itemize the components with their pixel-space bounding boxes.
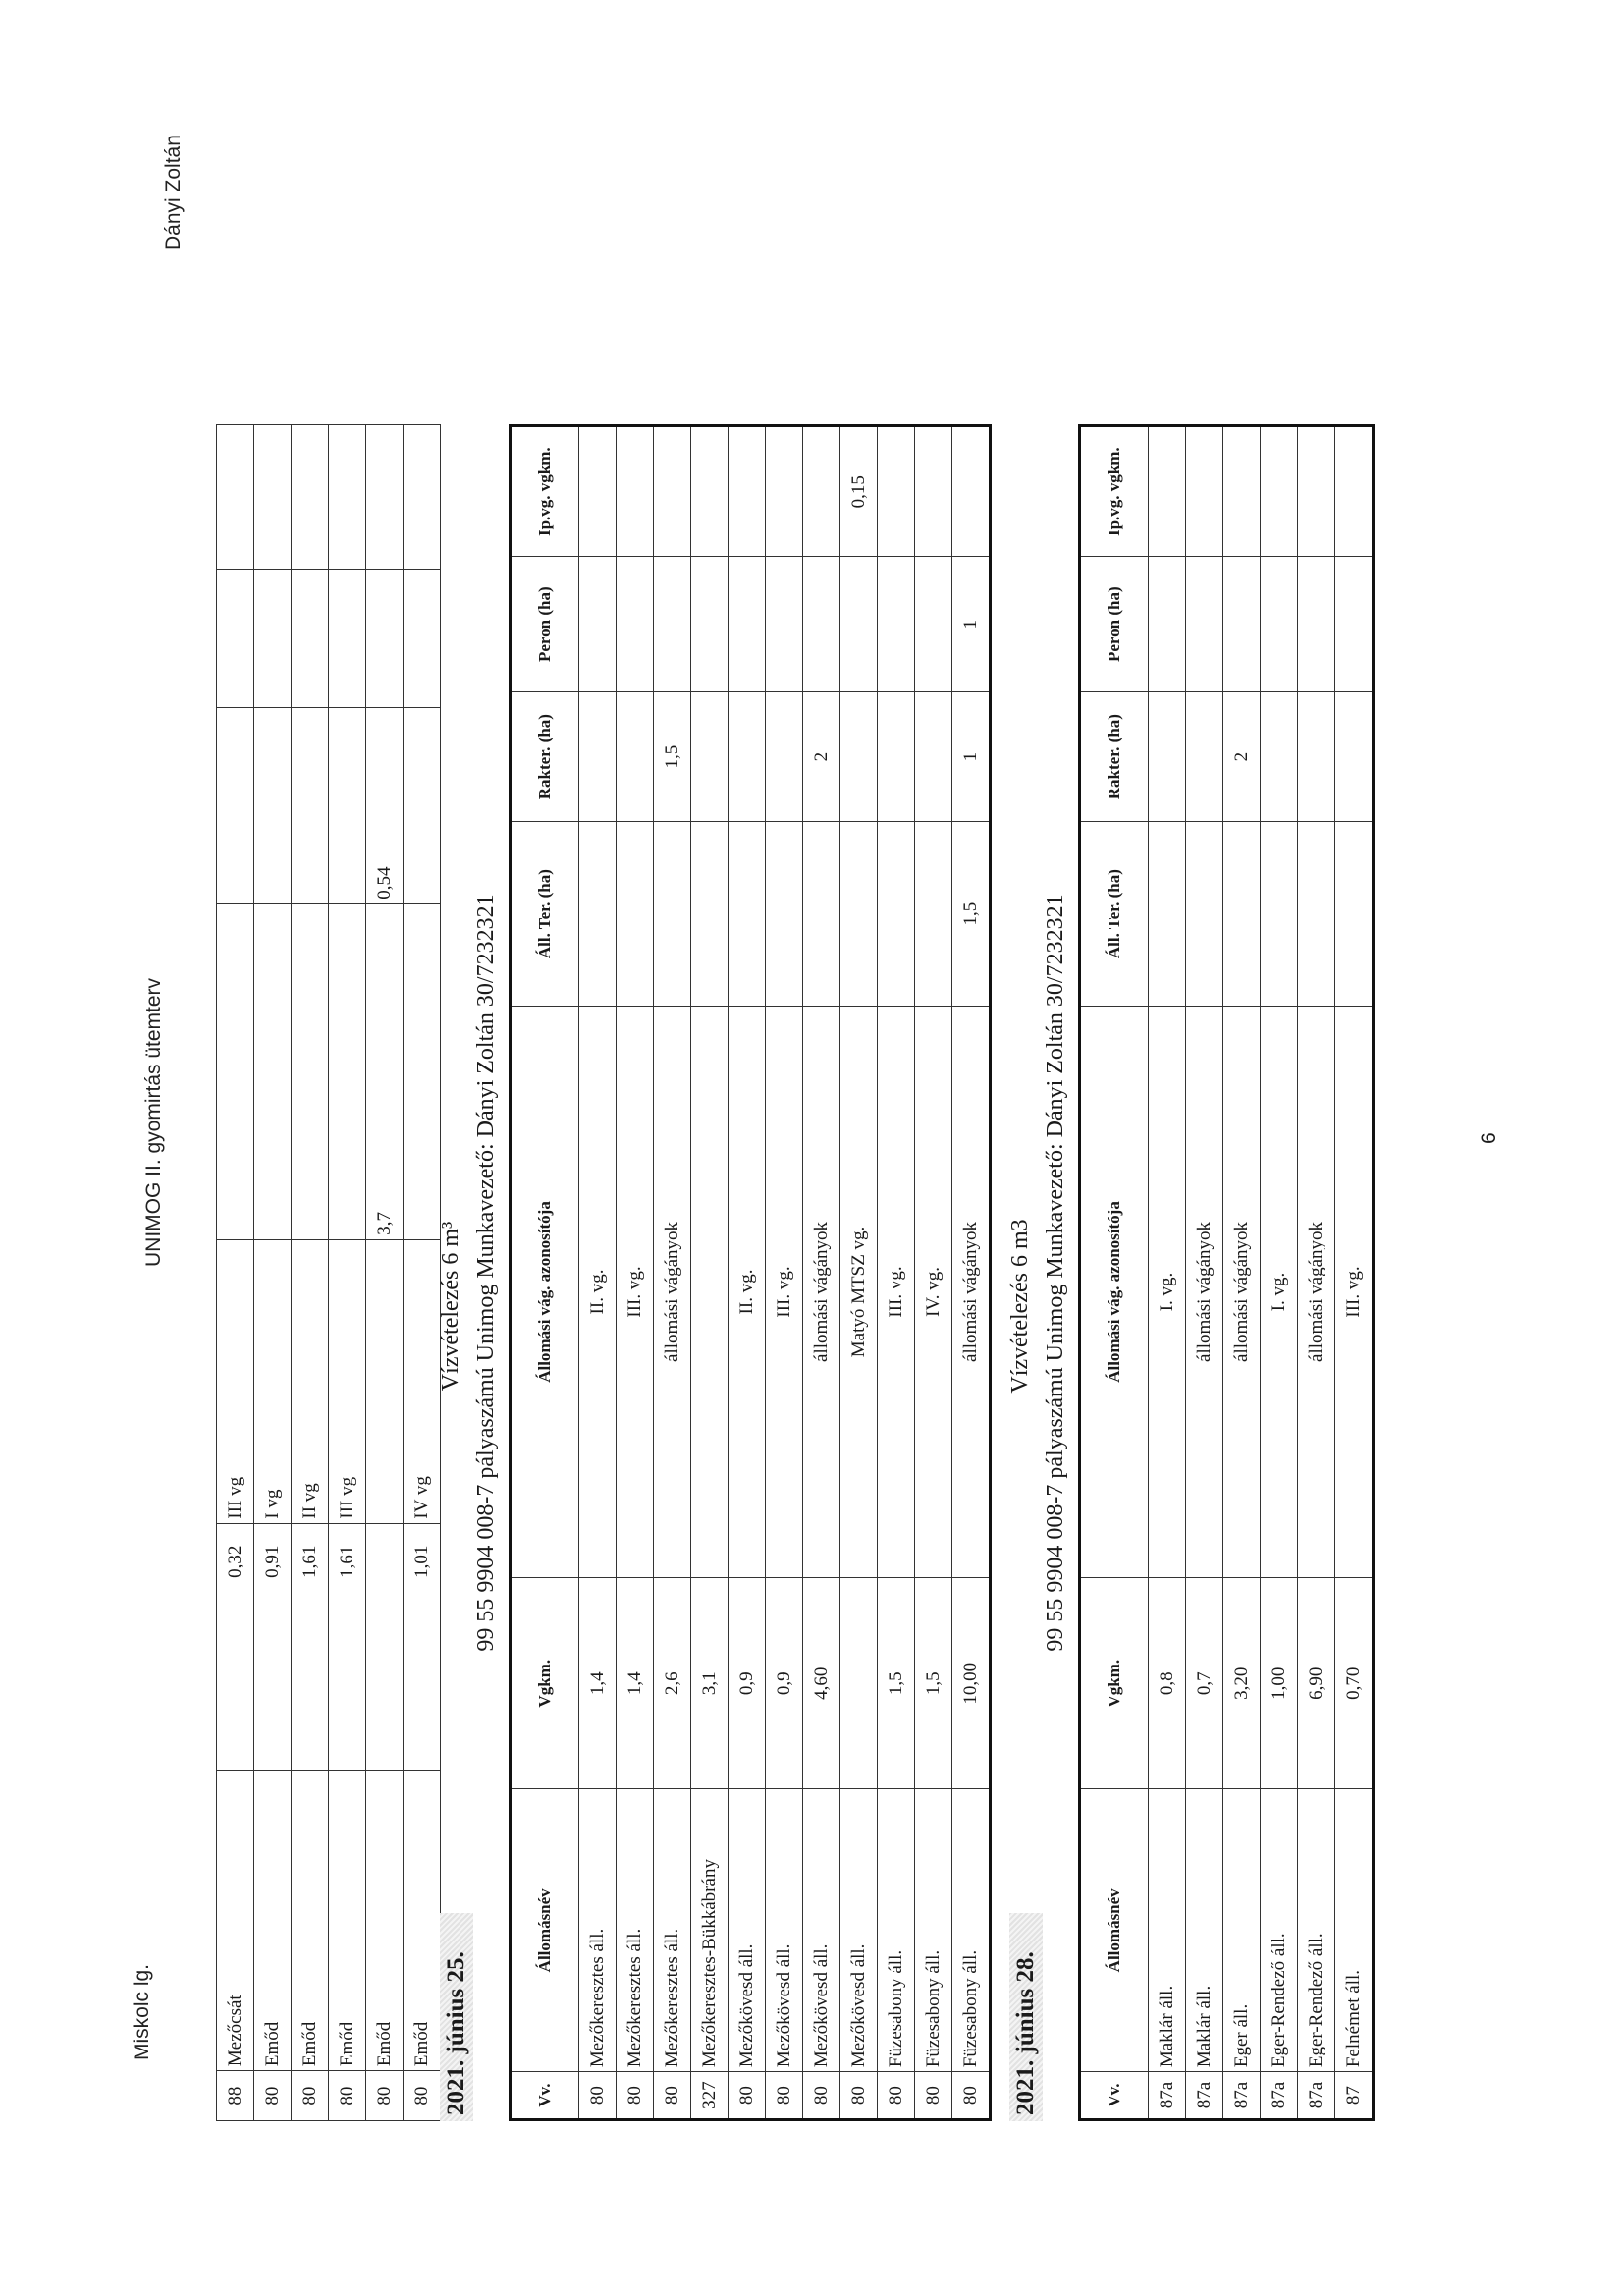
cell-ipvg <box>1298 426 1335 557</box>
cell-vgkm: 3,20 <box>1223 1577 1261 1788</box>
section2-title: 99 55 9904 008-7 pályaszámú Unimog Munkavezető: Dányi Zoltán 30/7232321 <box>1043 894 1068 1652</box>
col-all-ter: Áll. Ter. (ha) <box>1080 822 1149 1007</box>
cell-vgkm: 0,7 <box>1186 1577 1223 1788</box>
cell-rakter <box>404 707 441 903</box>
header-left: Miskolc lg. <box>131 1963 153 2060</box>
table-row <box>691 426 729 2120</box>
cell-all-ter <box>1223 822 1261 1007</box>
cell-vv: 80 <box>617 2072 654 2120</box>
cell-peron <box>1186 557 1223 692</box>
cell-track: I. vg. <box>1149 1006 1186 1577</box>
cell-rakter <box>729 692 766 822</box>
table-row <box>292 425 329 2121</box>
table-row <box>329 425 366 2121</box>
cell-station: Mezőkeresztes áll. <box>579 1789 617 2072</box>
cell-station: Emőd <box>254 1770 292 2071</box>
cell-all-ter <box>840 822 878 1007</box>
cell-ipvg <box>878 426 915 557</box>
cell-vgkm: 1,4 <box>617 1577 654 1788</box>
cell-ipvg <box>691 426 729 557</box>
table-row <box>1261 426 1298 2120</box>
cell-ipvg <box>404 425 441 570</box>
cell-ipvg <box>1186 426 1223 557</box>
cell-all-ter <box>1298 822 1335 1007</box>
col-vgkm: Vgkm. <box>1080 1577 1149 1788</box>
col-peron: Peron (ha) <box>1080 557 1149 692</box>
cell-all-ter: 3,7 <box>366 903 404 1239</box>
cell-all-ter <box>878 822 915 1007</box>
section2-date: 2021. június 28. <box>1009 1913 1043 2121</box>
cell-vv: 80 <box>803 2072 840 2120</box>
cell-station: Mezőcsát <box>217 1770 254 2071</box>
cell-vv: 80 <box>254 2071 292 2121</box>
cell-station: Füzesabony áll. <box>878 1789 915 2072</box>
cell-all-ter <box>579 822 617 1007</box>
cell-vgkm: 0,91 <box>254 1523 292 1770</box>
table-row <box>404 425 441 2121</box>
cell-rakter <box>1298 692 1335 822</box>
header-right: Dányi Zoltán <box>162 135 185 250</box>
section1-water: Vízvételezés 6 m³ <box>438 1221 463 1392</box>
cell-peron <box>579 557 617 692</box>
table-row <box>915 426 952 2120</box>
cell-track: III. vg. <box>766 1006 803 1577</box>
cell-vgkm: 1,4 <box>579 1577 617 1788</box>
table-row <box>803 426 840 2120</box>
table-row <box>1186 426 1223 2120</box>
section2-header-row <box>1080 426 1149 2120</box>
cell-all-ter <box>617 822 654 1007</box>
cell-vgkm: 6,90 <box>1298 1577 1335 1788</box>
cell-ipvg <box>729 426 766 557</box>
section1-header-row <box>511 426 579 2120</box>
cell-track: III. vg. <box>617 1006 654 1577</box>
cell-peron <box>292 569 329 707</box>
cell-vv: 80 <box>329 2071 366 2121</box>
cell-rakter <box>1149 692 1186 822</box>
cell-peron <box>691 557 729 692</box>
cell-track: állomási vágányok <box>1223 1006 1261 1577</box>
cell-vgkm: 1,00 <box>1261 1577 1298 1788</box>
col-vv: Vv. <box>511 2072 579 2120</box>
cell-vgkm: 3,1 <box>691 1577 729 1788</box>
table-row <box>729 426 766 2120</box>
cell-track: II vg <box>292 1239 329 1523</box>
cell-vgkm: 1,5 <box>915 1577 952 1788</box>
cell-track: állomási vágányok <box>1298 1006 1335 1577</box>
cell-peron <box>366 569 404 707</box>
cell-peron <box>840 557 878 692</box>
table-row <box>1335 426 1374 2120</box>
cell-vv: 87a <box>1149 2072 1186 2120</box>
cell-vgkm: 0,9 <box>766 1577 803 1788</box>
table-row <box>878 426 915 2120</box>
cell-ipvg <box>617 426 654 557</box>
cell-track: II. vg. <box>579 1006 617 1577</box>
cell-peron <box>217 569 254 707</box>
col-station: Állomásnév <box>1080 1789 1149 2072</box>
col-vgkm: Vgkm. <box>511 1577 579 1788</box>
table-row <box>654 426 691 2120</box>
cell-station: Emőd <box>329 1770 366 2071</box>
cell-rakter: 1 <box>952 692 991 822</box>
cell-peron <box>1261 557 1298 692</box>
cell-vgkm: 1,5 <box>878 1577 915 1788</box>
cell-ipvg <box>329 425 366 570</box>
cell-station: Felnémet áll. <box>1335 1789 1374 2072</box>
header-center: UNIMOG II. gyomirtás ütemterv <box>142 977 165 1267</box>
cell-vgkm: 10,00 <box>952 1577 991 1788</box>
cell-ipvg <box>952 426 991 557</box>
cell-ipvg <box>366 425 404 570</box>
cell-rakter <box>292 707 329 903</box>
table-row <box>1298 426 1335 2120</box>
col-track: Állomási vág. azonosítója <box>511 1006 579 1577</box>
cell-ipvg <box>254 425 292 570</box>
cell-rakter: 2 <box>803 692 840 822</box>
cell-track: IV vg <box>404 1239 441 1523</box>
section1-date: 2021. június 25. <box>440 1913 473 2121</box>
cell-rakter <box>1335 692 1374 822</box>
cell-vgkm: 0,9 <box>729 1577 766 1788</box>
cell-all-ter <box>915 822 952 1007</box>
col-vv: Vv. <box>1080 2072 1149 2120</box>
cell-rakter <box>617 692 654 822</box>
top-table <box>216 424 441 2121</box>
cell-station: Emőd <box>366 1770 404 2071</box>
cell-peron <box>617 557 654 692</box>
cell-all-ter: 1,5 <box>952 822 991 1007</box>
cell-all-ter <box>654 822 691 1007</box>
col-ipvg: Ip.vg. vgkm. <box>1080 426 1149 557</box>
cell-vv: 80 <box>766 2072 803 2120</box>
cell-ipvg <box>1335 426 1374 557</box>
section2-table <box>1078 424 1375 2121</box>
cell-peron <box>1335 557 1374 692</box>
cell-peron <box>1149 557 1186 692</box>
cell-rakter <box>915 692 952 822</box>
cell-all-ter <box>766 822 803 1007</box>
cell-ipvg: 0,15 <box>840 426 878 557</box>
cell-all-ter <box>1335 822 1374 1007</box>
cell-vgkm: 0,70 <box>1335 1577 1374 1788</box>
cell-ipvg <box>654 426 691 557</box>
section1-title: 99 55 9904 008-7 pályaszámú Unimog Munkavezető: Dányi Zoltán 30/7232321 <box>473 894 499 1652</box>
cell-vv: 87a <box>1186 2072 1223 2120</box>
cell-track: III. vg. <box>878 1006 915 1577</box>
cell-rakter: 0,54 <box>366 707 404 903</box>
cell-station: Eger áll. <box>1223 1789 1261 2072</box>
cell-rakter <box>254 707 292 903</box>
cell-vgkm <box>840 1577 878 1788</box>
cell-vv: 80 <box>915 2072 952 2120</box>
col-rakter: Rakter. (ha) <box>1080 692 1149 822</box>
table-row <box>617 426 654 2120</box>
col-station: Állomásnév <box>511 1789 579 2072</box>
col-peron: Peron (ha) <box>511 557 579 692</box>
table-row <box>579 426 617 2120</box>
cell-station: Mezőkövesd áll. <box>803 1789 840 2072</box>
cell-rakter <box>878 692 915 822</box>
cell-ipvg <box>1223 426 1261 557</box>
cell-peron <box>878 557 915 692</box>
cell-vgkm: 0,8 <box>1149 1577 1186 1788</box>
cell-track: állomási vágányok <box>952 1006 991 1577</box>
cell-vv: 87a <box>1261 2072 1298 2120</box>
cell-vv: 327 <box>691 2072 729 2120</box>
table-row <box>217 425 254 2121</box>
cell-ipvg <box>579 426 617 557</box>
cell-all-ter <box>254 903 292 1239</box>
cell-peron <box>915 557 952 692</box>
cell-peron <box>254 569 292 707</box>
cell-track: III vg <box>329 1239 366 1523</box>
cell-ipvg <box>766 426 803 557</box>
cell-vv: 80 <box>729 2072 766 2120</box>
cell-station: Mezőkövesd áll. <box>766 1789 803 2072</box>
cell-station: Mezőkövesd áll. <box>729 1789 766 2072</box>
cell-station: Eger-Rendező áll. <box>1261 1789 1298 2072</box>
cell-vv: 80 <box>366 2071 404 2121</box>
cell-station: Emőd <box>292 1770 329 2071</box>
cell-station: Maklár áll. <box>1149 1789 1186 2072</box>
cell-vv: 80 <box>404 2071 441 2121</box>
cell-ipvg <box>803 426 840 557</box>
cell-peron <box>404 569 441 707</box>
cell-track: III vg <box>217 1239 254 1523</box>
cell-vv: 88 <box>217 2071 254 2121</box>
cell-vv: 80 <box>654 2072 691 2120</box>
cell-ipvg <box>217 425 254 570</box>
cell-vgkm: 1,61 <box>292 1523 329 1770</box>
cell-track: állomási vágányok <box>1186 1006 1223 1577</box>
cell-track: I. vg. <box>1261 1006 1298 1577</box>
cell-all-ter <box>803 822 840 1007</box>
col-ipvg: Ip.vg. vgkm. <box>511 426 579 557</box>
cell-station: Mezőkeresztes áll. <box>654 1789 691 2072</box>
cell-peron <box>729 557 766 692</box>
cell-rakter <box>579 692 617 822</box>
cell-station: Emőd <box>404 1770 441 2071</box>
section2-water: Vízvételezés 6 m3 <box>1007 1219 1033 1394</box>
page-number: 6 <box>1478 1132 1500 1144</box>
table-row <box>952 426 991 2120</box>
cell-all-ter <box>329 903 366 1239</box>
cell-vv: 80 <box>952 2072 991 2120</box>
cell-ipvg <box>292 425 329 570</box>
cell-all-ter <box>1149 822 1186 1007</box>
cell-rakter: 2 <box>1223 692 1261 822</box>
col-rakter: Rakter. (ha) <box>511 692 579 822</box>
cell-vgkm: 1,61 <box>329 1523 366 1770</box>
cell-peron <box>329 569 366 707</box>
cell-vv: 80 <box>579 2072 617 2120</box>
cell-station: Füzesabony áll. <box>952 1789 991 2072</box>
cell-all-ter <box>729 822 766 1007</box>
cell-peron <box>1223 557 1261 692</box>
cell-track: II. vg. <box>729 1006 766 1577</box>
cell-rakter <box>766 692 803 822</box>
cell-all-ter <box>292 903 329 1239</box>
cell-track: állomási vágányok <box>654 1006 691 1577</box>
cell-track: I vg <box>254 1239 292 1523</box>
cell-rakter <box>691 692 729 822</box>
cell-vgkm: 2,6 <box>654 1577 691 1788</box>
cell-ipvg <box>915 426 952 557</box>
cell-all-ter <box>1186 822 1223 1007</box>
cell-station: Mezőkeresztes-Bükkábrány <box>691 1789 729 2072</box>
cell-track: Matyó MTSZ vg. <box>840 1006 878 1577</box>
col-track: Állomási vág. azonosítója <box>1080 1006 1149 1577</box>
table-row <box>766 426 803 2120</box>
cell-vgkm: 4,60 <box>803 1577 840 1788</box>
cell-ipvg <box>1149 426 1186 557</box>
cell-station: Mezőkeresztes áll. <box>617 1789 654 2072</box>
cell-all-ter <box>404 903 441 1239</box>
cell-vv: 80 <box>292 2071 329 2121</box>
cell-track: IV. vg. <box>915 1006 952 1577</box>
cell-vv: 87a <box>1298 2072 1335 2120</box>
cell-station: Mezőkövesd áll. <box>840 1789 878 2072</box>
section1-table <box>509 424 992 2121</box>
cell-vv: 80 <box>840 2072 878 2120</box>
cell-vgkm: 0,32 <box>217 1523 254 1770</box>
col-all-ter: Áll. Ter. (ha) <box>511 822 579 1007</box>
rotated-document-body <box>216 275 1394 2121</box>
cell-station: Füzesabony áll. <box>915 1789 952 2072</box>
cell-vv: 87a <box>1223 2072 1261 2120</box>
cell-peron <box>1298 557 1335 692</box>
cell-peron <box>766 557 803 692</box>
cell-peron: 1 <box>952 557 991 692</box>
cell-rakter <box>329 707 366 903</box>
cell-ipvg <box>1261 426 1298 557</box>
cell-all-ter <box>1261 822 1298 1007</box>
cell-vgkm <box>366 1523 404 1770</box>
cell-peron <box>654 557 691 692</box>
cell-rakter: 1,5 <box>654 692 691 822</box>
cell-all-ter <box>217 903 254 1239</box>
cell-vv: 80 <box>878 2072 915 2120</box>
table-row <box>254 425 292 2121</box>
cell-vv: 87 <box>1335 2072 1374 2120</box>
cell-rakter <box>840 692 878 822</box>
table-row <box>840 426 878 2120</box>
cell-track: III. vg. <box>1335 1006 1374 1577</box>
cell-all-ter <box>691 822 729 1007</box>
cell-track <box>366 1239 404 1523</box>
cell-vgkm: 1,01 <box>404 1523 441 1770</box>
cell-track: állomási vágányok <box>803 1006 840 1577</box>
cell-station: Eger-Rendező áll. <box>1298 1789 1335 2072</box>
cell-station: Maklár áll. <box>1186 1789 1223 2072</box>
cell-rakter <box>217 707 254 903</box>
cell-peron <box>803 557 840 692</box>
cell-track <box>691 1006 729 1577</box>
cell-rakter <box>1186 692 1223 822</box>
table-row <box>1223 426 1261 2120</box>
table-row <box>366 425 404 2121</box>
cell-rakter <box>1261 692 1298 822</box>
table-row <box>1149 426 1186 2120</box>
